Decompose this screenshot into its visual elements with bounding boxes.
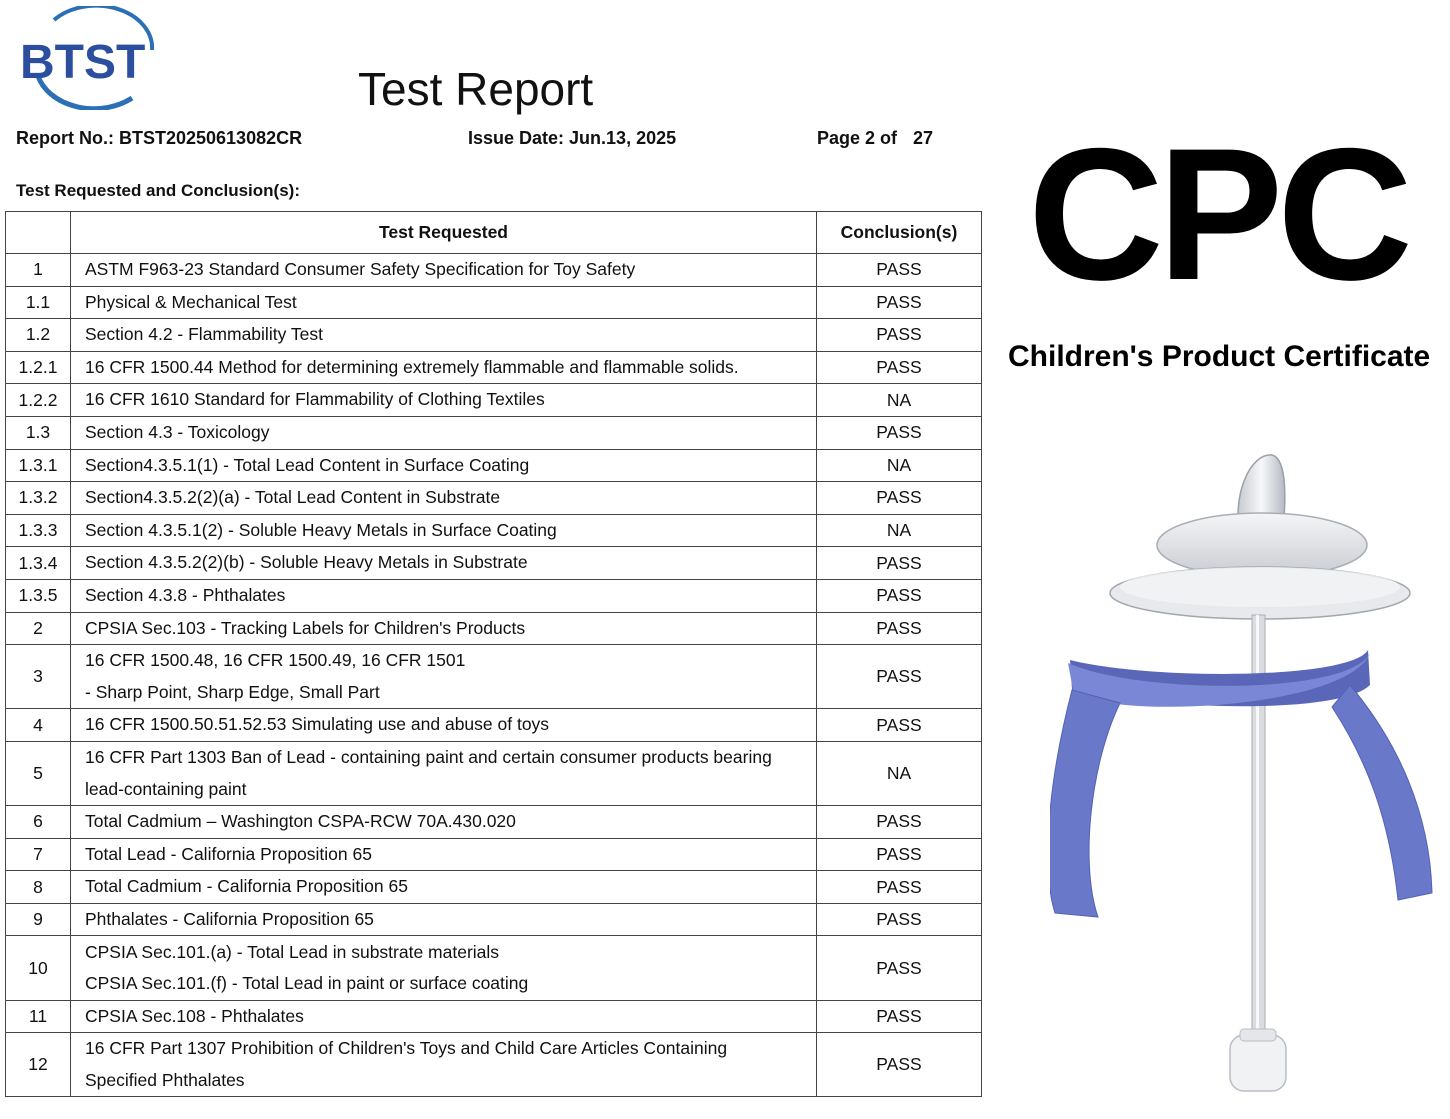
test-requested-line: CPSIA Sec.103 - Tracking Labels for Children's Products	[85, 617, 526, 638]
page-label: Page 2 of	[817, 128, 898, 148]
row-test-requested	[71, 416, 817, 449]
row-test-requested	[71, 838, 817, 871]
test-requested-line: Section4.3.5.1(1) - Total Lead Content in Surface Coating	[85, 454, 530, 475]
row-number: 4	[6, 709, 71, 742]
report-number: Report No.: BTST20250613082CR	[16, 128, 303, 148]
row-number: 2	[6, 612, 71, 645]
row-test-requested	[71, 579, 817, 612]
test-requested-line: ASTM F963-23 Standard Consumer Safety Specification for Toy Safety	[85, 259, 636, 280]
table-row	[6, 482, 982, 515]
row-conclusion: PASS	[817, 903, 982, 936]
row-conclusion: PASS	[817, 351, 982, 384]
row-number: 3	[6, 645, 71, 709]
test-requested-line: CPSIA Sec.101.(a) - Total Lead in substrate materials	[85, 941, 500, 962]
table-row	[6, 286, 982, 319]
row-test-requested	[71, 254, 817, 287]
row-conclusion: PASS	[817, 319, 982, 352]
table-row	[6, 449, 982, 482]
table-row	[6, 903, 982, 936]
row-conclusion: PASS	[817, 1000, 982, 1033]
page-indicator	[817, 128, 933, 149]
row-test-requested	[71, 741, 817, 805]
test-requested-line: 16 CFR Part 1307 Prohibition of Children's Toys and Child Care Articles Containing	[85, 1038, 728, 1059]
page-total: 27	[913, 128, 934, 148]
test-requested-line: Section 4.3.5.1(2) - Soluble Heavy Metals in Surface Coating	[85, 519, 557, 540]
row-test-requested	[71, 547, 817, 580]
row-number: 12	[6, 1033, 71, 1097]
row-conclusion: PASS	[817, 936, 982, 1000]
table-row	[6, 838, 982, 871]
row-number: 1.3.3	[6, 514, 71, 547]
row-conclusion: NA	[817, 449, 982, 482]
row-test-requested	[71, 384, 817, 417]
row-conclusion: PASS	[817, 612, 982, 645]
row-test-requested	[71, 806, 817, 839]
test-requested-line: Section 4.3 - Toxicology	[85, 422, 270, 443]
test-requested-line: 16 CFR 1500.44 Method for determining extremely flammable and flammable solids.	[85, 356, 739, 377]
test-requested-line: 16 CFR Part 1303 Ban of Lead - containing paint and certain consumer products bearing	[85, 747, 772, 767]
test-requested-line: 16 CFR 1500.50.51.52.53 Simulating use and abuse of toys	[85, 714, 550, 735]
row-conclusion: PASS	[817, 286, 982, 319]
row-number: 6	[6, 806, 71, 839]
table-row	[6, 871, 982, 904]
table-row	[6, 351, 982, 384]
test-requested-line: Phthalates - California Proposition 65	[85, 908, 374, 929]
test-requested-line: - Sharp Point, Sharp Edge, Small Part	[85, 681, 380, 702]
test-requested-line: 16 CFR 1500.48, 16 CFR 1500.49, 16 CFR 1501	[85, 650, 466, 671]
row-conclusion: NA	[817, 741, 982, 805]
row-number: 1.3	[6, 416, 71, 449]
table-row	[6, 384, 982, 417]
test-requested-line: Total Cadmium – Washington CSPA-RCW 70A.430.020	[85, 811, 516, 832]
test-requested-line: Total Lead - California Proposition 65	[85, 843, 372, 864]
table-row	[6, 254, 982, 287]
row-conclusion: PASS	[817, 806, 982, 839]
row-conclusion: PASS	[817, 579, 982, 612]
table-row	[6, 741, 982, 805]
row-test-requested	[71, 514, 817, 547]
row-conclusion: PASS	[817, 871, 982, 904]
row-conclusion: PASS	[817, 416, 982, 449]
test-requested-line: Section 4.3.5.2(2)(b) - Soluble Heavy Metals in Substrate	[85, 552, 528, 573]
row-conclusion: NA	[817, 384, 982, 417]
table-row	[6, 319, 982, 352]
row-number: 1.2.2	[6, 384, 71, 417]
test-requested-line: Specified Phthalates	[85, 1069, 245, 1090]
row-number: 1.3.1	[6, 449, 71, 482]
row-number: 1.2.1	[6, 351, 71, 384]
table-row	[6, 612, 982, 645]
row-conclusion: PASS	[817, 482, 982, 515]
row-test-requested	[71, 482, 817, 515]
row-number: 1.3.4	[6, 547, 71, 580]
table-row	[6, 936, 982, 1000]
table-row	[6, 709, 982, 742]
test-requested-line: 16 CFR 1610 Standard for Flammability of Clothing Textiles	[85, 389, 545, 410]
header-conclusion: Conclusion(s)	[817, 212, 982, 254]
table-row	[6, 645, 982, 709]
table-row	[6, 1033, 982, 1097]
row-conclusion: PASS	[817, 254, 982, 287]
row-conclusion: PASS	[817, 645, 982, 709]
issue-date: Issue Date: Jun.13, 2025	[468, 128, 677, 148]
cpc-subtitle: Children's Product Certificate	[1008, 340, 1431, 373]
row-number: 7	[6, 838, 71, 871]
row-test-requested	[71, 319, 817, 352]
table-row	[6, 416, 982, 449]
row-number: 11	[6, 1000, 71, 1033]
row-test-requested	[71, 871, 817, 904]
row-test-requested	[71, 709, 817, 742]
table-row	[6, 806, 982, 839]
test-requested-line: lead-containing paint	[85, 778, 247, 799]
test-requested-line: Section4.3.5.2(2)(a) - Total Lead Content in Substrate	[85, 487, 501, 508]
table-row	[6, 514, 982, 547]
test-requested-line: Physical & Mechanical Test	[85, 291, 297, 312]
table-body	[6, 254, 982, 1097]
row-test-requested	[71, 351, 817, 384]
test-requested-line: CPSIA Sec.108 - Phthalates	[85, 1005, 304, 1026]
report-title: Test Report	[358, 63, 594, 115]
header-test-requested: Test Requested	[71, 212, 817, 254]
row-number: 9	[6, 903, 71, 936]
row-number: 1.3.2	[6, 482, 71, 515]
row-conclusion: NA	[817, 514, 982, 547]
sippy-cup-straw-handle-image	[1050, 445, 1450, 1115]
row-test-requested	[71, 1033, 817, 1097]
test-requested-line: Section 4.3.8 - Phthalates	[85, 584, 286, 605]
row-conclusion: PASS	[817, 547, 982, 580]
row-number: 10	[6, 936, 71, 1000]
table-row	[6, 1000, 982, 1033]
row-number: 8	[6, 871, 71, 904]
row-test-requested	[71, 449, 817, 482]
row-test-requested	[71, 1000, 817, 1033]
row-number: 1.1	[6, 286, 71, 319]
cpc-heading: CPC	[1028, 109, 1407, 319]
row-test-requested	[71, 645, 817, 709]
row-number: 1.2	[6, 319, 71, 352]
row-conclusion: PASS	[817, 709, 982, 742]
header-number	[6, 212, 71, 254]
test-requested-line: Total Cadmium - California Proposition 65	[85, 876, 408, 897]
row-conclusion: PASS	[817, 1033, 982, 1097]
table-row	[6, 579, 982, 612]
row-number: 1	[6, 254, 71, 287]
table-header-row	[6, 212, 982, 254]
row-conclusion: PASS	[817, 838, 982, 871]
test-requested-line: Section 4.2 - Flammability Test	[85, 324, 323, 345]
test-results-table	[5, 211, 982, 1097]
row-number: 1.3.5	[6, 579, 71, 612]
row-test-requested	[71, 903, 817, 936]
row-test-requested	[71, 936, 817, 1000]
table-row	[6, 547, 982, 580]
row-test-requested	[71, 612, 817, 645]
logo-text: BTST	[20, 36, 146, 89]
row-number: 5	[6, 741, 71, 805]
btst-logo	[14, 6, 156, 110]
section-heading: Test Requested and Conclusion(s):	[16, 181, 300, 200]
row-test-requested	[71, 286, 817, 319]
test-requested-line: CPSIA Sec.101.(f) - Total Lead in paint or surface coating	[85, 973, 529, 994]
